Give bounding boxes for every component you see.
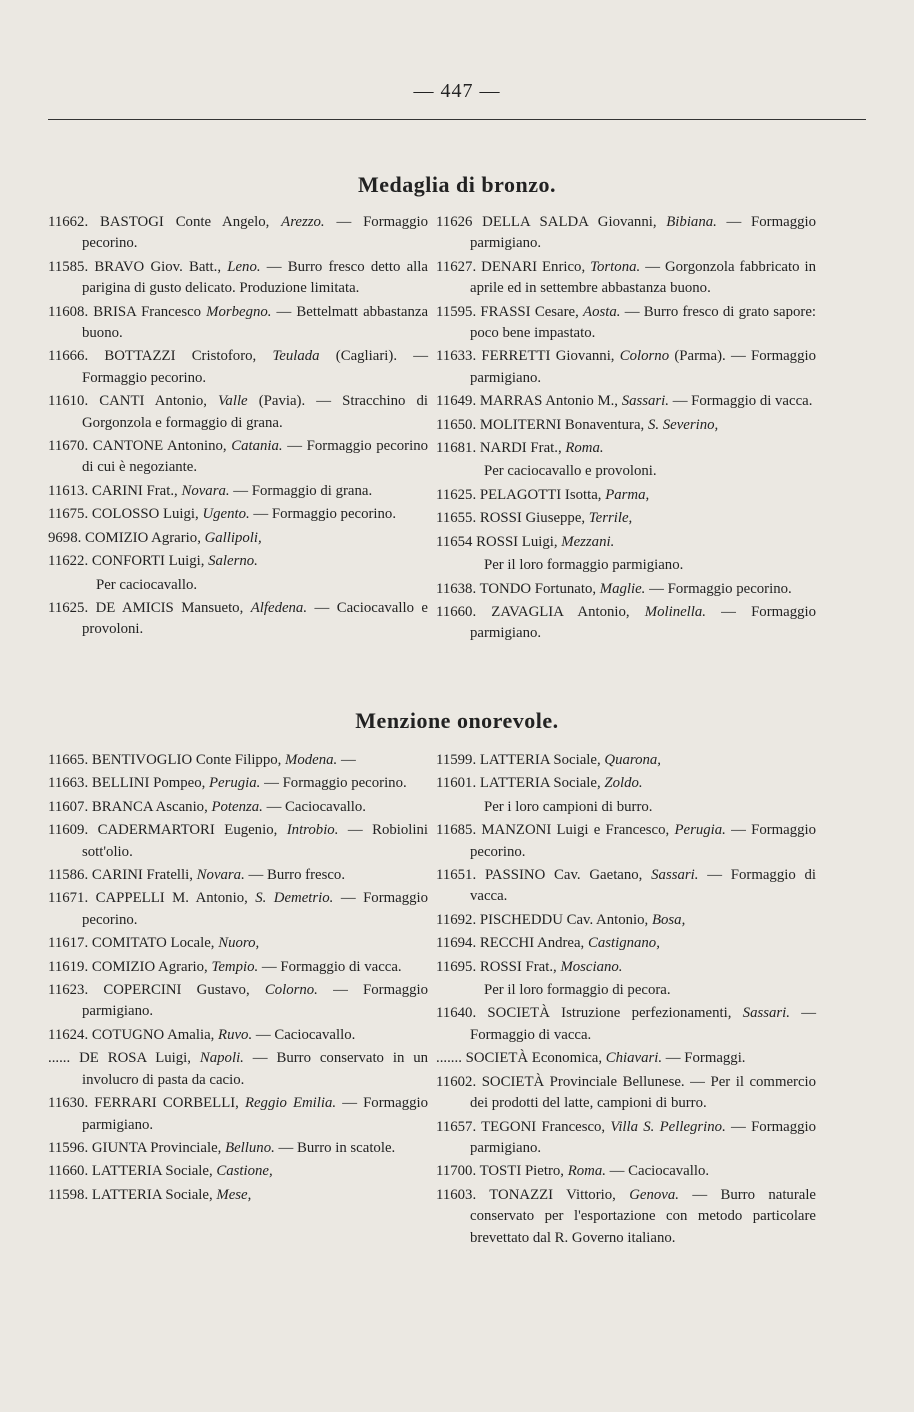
list-item bbox=[48, 391, 428, 434]
entry-number: 11660. bbox=[436, 603, 477, 620]
product-description: — Formaggio pecorino. bbox=[253, 506, 397, 523]
honorable-left-column bbox=[48, 750, 428, 1208]
exhibitor-place: Bibiana. bbox=[666, 214, 717, 230]
product-description: — Per il commercio dei prodotti del latte, campioni di burro. bbox=[470, 1073, 817, 1112]
entry-number: 11662. bbox=[48, 214, 89, 230]
exhibitor-place: Modena. bbox=[285, 752, 338, 768]
exhibitor-name: TONDO Fortunato, bbox=[479, 580, 597, 597]
exhibitor-place: Mese, bbox=[216, 1186, 252, 1203]
entry-note: Per il loro formaggio parmigiano. bbox=[484, 557, 684, 574]
exhibitor-place: Novara. bbox=[181, 482, 230, 499]
exhibitor-name: ZAVAGLIA Antonio, bbox=[491, 603, 630, 620]
exhibitor-place: Genova. bbox=[629, 1186, 679, 1203]
exhibitor-place: Castione, bbox=[216, 1163, 273, 1180]
exhibitor-name: CANTI Antonio, bbox=[99, 393, 207, 410]
product-description: — Formaggio pecorino. bbox=[82, 890, 429, 928]
list-item bbox=[48, 212, 428, 255]
exhibitor-name: LATTERIA Sociale, bbox=[91, 1163, 213, 1180]
section-title-bronze: Medaglia di bronzo. bbox=[358, 172, 556, 197]
list-item bbox=[48, 1138, 428, 1159]
exhibitor-name: CARINI Fratelli, bbox=[91, 867, 193, 884]
list-item bbox=[48, 933, 428, 954]
entry-number: 11638. bbox=[436, 580, 477, 597]
exhibitor-place: Bosa, bbox=[651, 911, 686, 928]
exhibitor-name: DE AMICIS Mansueto, bbox=[95, 599, 244, 616]
product-description: — Gorgonzola fabbricato in aprile ed in settembre abbastanza buono. bbox=[470, 258, 817, 297]
exhibitor-name: FRASSI Cesare, bbox=[480, 303, 579, 320]
list-item bbox=[48, 797, 428, 818]
exhibitor-place: Morbegno. bbox=[206, 303, 272, 320]
exhibitor-name: BELLINI Pompeo, bbox=[91, 775, 206, 792]
exhibitor-name: CADERMARTORI Eugenio, bbox=[97, 822, 278, 839]
list-item bbox=[48, 820, 428, 863]
exhibitor-name: PELAGOTTI Isotta, bbox=[479, 486, 602, 503]
exhibitor-name: FERRETTI Giovanni, bbox=[481, 348, 615, 365]
exhibitor-name: DE ROSA Luigi, bbox=[79, 1050, 191, 1067]
entry-number: 11585. bbox=[48, 258, 89, 275]
entry-number: 11599. bbox=[436, 752, 477, 768]
entry-number: 11654 bbox=[436, 533, 473, 550]
entry-number: 11630. bbox=[48, 1095, 89, 1112]
exhibitor-name: TOSTI Pietro, bbox=[479, 1163, 564, 1180]
exhibitor-place: Belluno. bbox=[225, 1139, 275, 1156]
exhibitor-place: S. Severino, bbox=[647, 416, 719, 433]
entry-number: 11692. bbox=[436, 911, 477, 928]
product-description: — Burro in scatole. bbox=[278, 1139, 396, 1156]
exhibitor-name: COMIZIO Agrario, bbox=[91, 958, 208, 975]
honorable-right-column bbox=[436, 750, 816, 1251]
exhibitor-place: Ugento. bbox=[202, 506, 250, 523]
list-item bbox=[436, 579, 816, 600]
exhibitor-place: Leno. bbox=[227, 258, 261, 275]
list-item bbox=[48, 598, 428, 641]
exhibitor-place: Mezzani. bbox=[561, 533, 615, 550]
product-description: — Formaggio pecorino. bbox=[470, 822, 817, 860]
list-item bbox=[48, 257, 428, 300]
exhibitor-name: BRAVO Giov. Batt., bbox=[94, 258, 222, 275]
exhibitor-name: ROSSI Luigi, bbox=[476, 533, 558, 550]
exhibitor-name: DELLA SALDA Giovanni, bbox=[482, 214, 657, 230]
entry-number: 11609. bbox=[48, 822, 89, 839]
product-description: — Burro conservato in un involucro di pasta da cacio. bbox=[82, 1050, 429, 1088]
entry-number: 11595. bbox=[436, 303, 477, 320]
exhibitor-name: BENTIVOGLIO Conte Filippo, bbox=[91, 752, 282, 768]
entry-number: 11681. bbox=[436, 440, 477, 457]
exhibitor-name: SOCIETÀ Economica, bbox=[465, 1050, 603, 1067]
list-item bbox=[48, 504, 428, 525]
exhibitor-place: Mosciano. bbox=[560, 958, 623, 975]
entry-number: 11670. bbox=[48, 438, 89, 455]
exhibitor-place: Reggio Emilia. bbox=[244, 1095, 337, 1112]
product-description: — Caciocavallo. bbox=[609, 1163, 710, 1180]
product-description: — Burro fresco detto alla parigina di gusto delicato. Produzione limitata. bbox=[82, 258, 428, 297]
exhibitor-place: Zoldo. bbox=[604, 775, 643, 792]
exhibitor-name: GIUNTA Provinciale, bbox=[91, 1139, 222, 1156]
exhibitor-name: SOCIETÀ Istruzione perfezionamenti, bbox=[487, 1005, 732, 1022]
list-item bbox=[48, 865, 428, 886]
exhibitor-name: SOCIETÀ Provinciale Bellunese. bbox=[481, 1073, 685, 1090]
exhibitor-place: Teulada bbox=[272, 348, 320, 365]
product-description: — Burro fresco. bbox=[248, 867, 346, 884]
product-description: — Formaggio parmigiano. bbox=[470, 603, 817, 642]
product-description: — Formaggio pecorino. bbox=[82, 214, 429, 252]
list-item bbox=[48, 1048, 428, 1091]
exhibitor-name: COMITATO Locale, bbox=[91, 935, 215, 952]
exhibitor-place: S. Demetrio. bbox=[255, 890, 334, 907]
list-item bbox=[48, 957, 428, 978]
product-description: — Formaggio di vacca. bbox=[261, 958, 402, 975]
exhibitor-name: FERRARI CORBELLI, bbox=[94, 1095, 239, 1112]
list-item bbox=[436, 820, 816, 863]
entry-number: 11640. bbox=[436, 1005, 477, 1022]
product-description: — bbox=[340, 752, 356, 768]
exhibitor-place: Aosta. bbox=[583, 303, 621, 320]
exhibitor-name: PASSINO Cav. Gaetano, bbox=[484, 867, 643, 884]
exhibitor-place: Quarona, bbox=[604, 752, 661, 768]
list-item bbox=[48, 346, 428, 389]
entry-number: 11596. bbox=[48, 1139, 89, 1156]
exhibitor-name: LATTERIA Sociale, bbox=[479, 775, 601, 792]
exhibitor-place: Valle bbox=[218, 393, 248, 410]
exhibitor-place: Tortona. bbox=[590, 258, 641, 275]
section-title-honorable: Menzione onorevole. bbox=[355, 708, 559, 733]
exhibitor-place: Novara. bbox=[196, 867, 245, 884]
entry-number: 11660. bbox=[48, 1163, 89, 1180]
entry-number: 11608. bbox=[48, 303, 89, 320]
entry-number: 11624. bbox=[48, 1026, 89, 1043]
exhibitor-name: DENARI Enrico, bbox=[481, 258, 586, 275]
entry-note: Per il loro formaggio di pecora. bbox=[484, 982, 671, 999]
list-item bbox=[436, 750, 816, 771]
exhibitor-place: Tempio. bbox=[211, 958, 259, 975]
product-description: — Bettelmatt abbastanza buono. bbox=[82, 303, 429, 342]
product-description: — Burro naturale conservato per l'esportazione con metodo particolare brevettato dal R. Governo italiano. bbox=[470, 1186, 817, 1246]
list-item bbox=[48, 980, 428, 1023]
exhibitor-place: Molinella. bbox=[644, 603, 706, 620]
entry-number: 11586. bbox=[48, 867, 89, 884]
exhibitor-name: CONFORTI Luigi, bbox=[91, 553, 205, 570]
exhibitor-name: COMIZIO Agrario, bbox=[85, 529, 201, 546]
list-item bbox=[48, 302, 428, 345]
exhibitor-place: Chiavari. bbox=[605, 1050, 663, 1067]
entry-number: 11626 bbox=[436, 214, 473, 230]
exhibitor-place: Colorno. bbox=[264, 982, 318, 999]
exhibitor-place: Sassari. bbox=[742, 1005, 790, 1022]
entry-number: 11619. bbox=[48, 958, 89, 975]
exhibitor-name: COTUGNO Amalia, bbox=[91, 1026, 215, 1043]
list-item bbox=[48, 551, 428, 572]
page-number: — 447 — bbox=[413, 80, 501, 102]
list-item bbox=[48, 888, 428, 931]
entry-number: 11666. bbox=[48, 348, 89, 365]
exhibitor-place: Roma. bbox=[567, 1163, 606, 1180]
product-description: — Formaggio parmigiano. bbox=[470, 1118, 817, 1156]
product-description: (Parma). — Formaggio parmigiano. bbox=[470, 348, 816, 386]
exhibitor-place: Roma. bbox=[565, 440, 604, 457]
product-description: — Caciocavallo. bbox=[255, 1026, 356, 1043]
list-item bbox=[48, 1161, 428, 1182]
exhibitor-place: Perugia. bbox=[209, 775, 261, 792]
exhibitor-name: MARRAS Antonio M., bbox=[479, 393, 618, 410]
product-description: — Caciocavallo e provoloni. bbox=[82, 599, 428, 638]
entry-number: 11655. bbox=[436, 510, 477, 527]
product-description: — Caciocavallo. bbox=[266, 798, 366, 815]
bronze-left-column bbox=[48, 212, 428, 643]
product-description: — Formaggio di vacca. bbox=[672, 393, 813, 410]
entry-number: 11651. bbox=[436, 867, 477, 884]
exhibitor-name: COLOSSO Luigi, bbox=[91, 506, 199, 523]
exhibitor-place: Maglie. bbox=[599, 580, 646, 597]
list-item bbox=[48, 1025, 428, 1046]
entry-number: 11665. bbox=[48, 752, 89, 768]
list-item bbox=[436, 933, 816, 954]
list-item bbox=[436, 257, 816, 300]
entry-note: Per caciocavallo. bbox=[96, 576, 198, 593]
exhibitor-place: Perugia. bbox=[674, 822, 726, 839]
exhibitor-name: BOTTAZZI Cristoforo, bbox=[104, 348, 257, 365]
list-item bbox=[436, 532, 816, 553]
exhibitor-name: BRISA Francesco bbox=[93, 303, 202, 320]
list-item bbox=[48, 773, 428, 794]
list-item bbox=[48, 1185, 428, 1206]
entry-number: 11650. bbox=[436, 416, 477, 433]
exhibitor-name: ROSSI Frat., bbox=[479, 958, 557, 975]
exhibitor-name: TONAZZI Vittorio, bbox=[489, 1186, 616, 1203]
product-description: — Formaggio pecorino. bbox=[264, 775, 407, 792]
entry-number: 11603. bbox=[436, 1186, 477, 1203]
entry-note: Per caciocavallo e provoloni. bbox=[484, 463, 657, 480]
list-item bbox=[436, 865, 816, 908]
exhibitor-name: ROSSI Giuseppe, bbox=[479, 510, 586, 527]
list-item bbox=[436, 1161, 816, 1182]
product-description: — Formaggio parmigiano. bbox=[470, 214, 816, 252]
product-description: (Pavia). — Stracchino di Gorgonzola e formaggio di grana. bbox=[82, 393, 428, 431]
entry-number: 11685. bbox=[436, 822, 477, 839]
entry-number: 11601. bbox=[436, 775, 477, 792]
list-item bbox=[436, 1048, 816, 1069]
product-description: (Cagliari). — Formaggio pecorino. bbox=[82, 348, 429, 386]
exhibitor-name: CANTONE Antonino, bbox=[92, 438, 227, 455]
exhibitor-name: MANZONI Luigi e Francesco, bbox=[481, 822, 670, 839]
exhibitor-place: Salerno. bbox=[208, 553, 258, 570]
list-item bbox=[48, 750, 428, 771]
exhibitor-place: Parma, bbox=[605, 486, 650, 503]
product-description: — Robiolini sott'olio. bbox=[82, 822, 429, 860]
entry-number: 11598. bbox=[48, 1186, 89, 1203]
list-item bbox=[48, 436, 428, 479]
list-item bbox=[436, 508, 816, 529]
product-description: — Formaggio di vacca. bbox=[470, 867, 817, 905]
exhibitor-name: NARDI Frat., bbox=[479, 440, 562, 457]
entry-number: 11625. bbox=[48, 599, 89, 616]
exhibitor-place: Gallipoli, bbox=[204, 529, 262, 546]
product-description: — Formaggi. bbox=[665, 1050, 746, 1067]
list-item bbox=[436, 346, 816, 389]
list-item bbox=[436, 773, 816, 794]
exhibitor-place: Potenza. bbox=[211, 798, 263, 815]
entry-number: 11627. bbox=[436, 258, 477, 275]
exhibitor-place: Castignano, bbox=[587, 935, 660, 952]
entry-number: 11610. bbox=[48, 393, 89, 410]
list-item bbox=[436, 957, 816, 978]
product-description: — Formaggio pecorino di cui è negoziante. bbox=[82, 438, 428, 476]
product-description: — Formaggio pecorino. bbox=[649, 580, 792, 597]
exhibitor-name: RECCHI Andrea, bbox=[479, 935, 585, 952]
list-item bbox=[436, 485, 816, 506]
entry-number: 11675. bbox=[48, 506, 89, 523]
exhibitor-place: Sassari. bbox=[621, 393, 669, 410]
exhibitor-name: CARINI Frat., bbox=[91, 482, 178, 499]
entry-number: 9698. bbox=[48, 529, 82, 546]
exhibitor-place: Ruvo. bbox=[218, 1026, 253, 1043]
entry-number: 11633. bbox=[436, 348, 477, 365]
entry-number: 11671. bbox=[48, 890, 89, 907]
product-description: — Formaggio di vacca. bbox=[470, 1005, 817, 1043]
entry-number: 11657. bbox=[436, 1118, 477, 1135]
list-item bbox=[436, 212, 816, 255]
entry-note: Per i loro campioni di burro. bbox=[484, 798, 653, 815]
exhibitor-place: Napoli. bbox=[199, 1050, 244, 1067]
list-item bbox=[436, 910, 816, 931]
product-description: — Formaggio di grana. bbox=[233, 482, 373, 499]
list-item bbox=[436, 1185, 816, 1249]
entry-number: 11625. bbox=[436, 486, 477, 503]
bronze-right-column bbox=[436, 212, 816, 647]
product-description: — Formaggio parmigiano. bbox=[82, 982, 428, 1020]
list-item bbox=[436, 438, 816, 459]
entry-number: 11617. bbox=[48, 935, 89, 952]
exhibitor-place: Alfedena. bbox=[250, 599, 308, 616]
list-item bbox=[436, 1072, 816, 1115]
list-item bbox=[436, 391, 816, 412]
exhibitor-place: Villa S. Pellegrino. bbox=[610, 1118, 726, 1135]
list-item bbox=[436, 415, 816, 436]
entry-number: ...... bbox=[48, 1050, 71, 1067]
list-item bbox=[48, 481, 428, 502]
exhibitor-name: MOLITERNI Bonaventura, bbox=[479, 416, 645, 433]
exhibitor-name: COPERCINI Gustavo, bbox=[103, 982, 250, 999]
exhibitor-place: Sassari. bbox=[651, 867, 699, 884]
entry-number: 11622. bbox=[48, 553, 89, 570]
exhibitor-place: Colorno bbox=[619, 348, 670, 365]
entry-number: 11694. bbox=[436, 935, 477, 952]
exhibitor-name: BRANCA Ascanio, bbox=[91, 798, 208, 815]
exhibitor-name: LATTERIA Sociale, bbox=[91, 1186, 213, 1203]
entry-number: ....... bbox=[436, 1050, 462, 1067]
exhibitor-name: TEGONI Francesco, bbox=[481, 1118, 606, 1135]
exhibitor-place: Catania. bbox=[231, 438, 283, 455]
entry-number: 11695. bbox=[436, 958, 477, 975]
list-item bbox=[48, 528, 428, 549]
entry-number: 11663. bbox=[48, 775, 89, 792]
exhibitor-name: PISCHEDDU Cav. Antonio, bbox=[479, 911, 649, 928]
product-description: — Burro fresco di grato sapore: poco bene impastato. bbox=[470, 303, 817, 342]
exhibitor-place: Arezzo. bbox=[281, 214, 325, 230]
product-description: — Formaggio parmigiano. bbox=[82, 1095, 429, 1133]
entry-number: 11700. bbox=[436, 1163, 477, 1180]
exhibitor-place: Terrile, bbox=[588, 510, 633, 527]
entry-number: 11649. bbox=[436, 393, 477, 410]
entry-number: 11613. bbox=[48, 482, 89, 499]
header-rule bbox=[48, 119, 866, 120]
entry-number: 11602. bbox=[436, 1073, 477, 1090]
exhibitor-name: CAPPELLI M. Antonio, bbox=[95, 890, 248, 907]
list-item bbox=[436, 602, 816, 645]
exhibitor-name: BASTOGI Conte Angelo, bbox=[100, 214, 270, 230]
list-item bbox=[436, 302, 816, 345]
list-item bbox=[48, 1093, 428, 1136]
list-item bbox=[436, 1003, 816, 1046]
exhibitor-place: Introbio. bbox=[286, 822, 339, 839]
entry-number: 11623. bbox=[48, 982, 89, 999]
exhibitor-place: Nuoro, bbox=[218, 935, 260, 952]
entry-number: 11607. bbox=[48, 798, 89, 815]
exhibitor-name: LATTERIA Sociale, bbox=[479, 752, 601, 768]
list-item bbox=[436, 1117, 816, 1160]
